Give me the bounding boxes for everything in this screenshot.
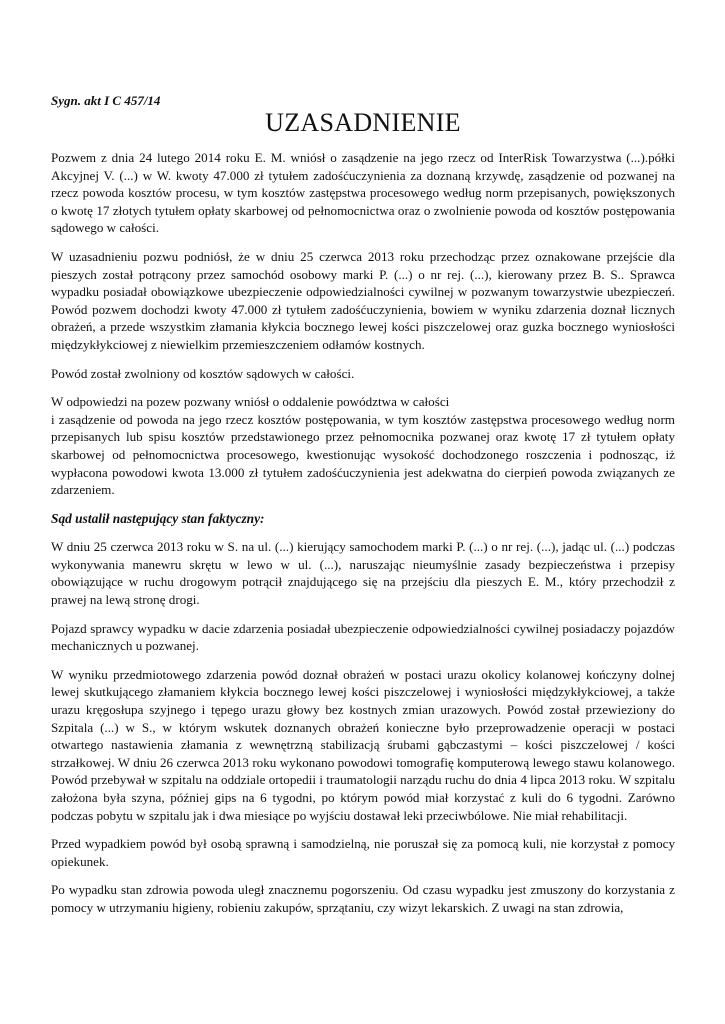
paragraph-insurance: Pojazd sprawcy wypadku w dacie zdarzenia posiadał ubezpieczenie odpowiedzialności cywilnej posiadaczy pojazdów mechanicznych u pozwanej. [51, 620, 675, 654]
paragraph-cost-exemption: Powód został zwolniony od kosztów sądowych w całości. [51, 365, 355, 381]
document-body [51, 149, 675, 928]
paragraph-after-accident: Po wypadku stan zdrowia powoda uległ znacznemu pogorszeniu. Od czasu wypadku jest zmuszony do korzystania z pomocy w utrzymaniu higieny, robieniu zakupów, sprzątaniu, czy wizyt lekarskich. Z uwagi na stan zdrowia, [51, 882, 675, 915]
section-heading-facts: Sąd ustalił następujący stan faktyczny: [51, 510, 265, 526]
document-title: UZASADNIENIE [265, 108, 461, 137]
paragraph-claim-justification: W uzasadnieniu pozwu podniósł, że w dniu 25 czerwca 2013 roku przechodząc przez oznakowane przejście dla pieszych został potrącony przez samochód osobowy marki P. (...) o nr rej. (...), kierowany przez B. S.. Sprawca wypadku posiadał obowiązkowe ubezpieczenie odpowiedzialności cywilnej w pozwanym towarzystwie ubezpieczeń. Powód pozwem dochodzi kwoty 47.000 zł tytułem zadośćuczynienia, bowiem w wyniku zdarzenia doznał licznych obrażeń, a przede wszystkim złamania kłykcia bocznego lewej kości piszczelowej oraz guzka bocznego wyniosłości międzykłykciowej z niewielkim przemieszczeniem odłamów kostnych. [51, 248, 675, 352]
paragraph-defendant-response [51, 393, 675, 499]
paragraph-injuries: W wyniku przedmiotowego zdarzenia powód doznał obrażeń w postaci urazu okolicy kolanowej kończyny dolnej lewej skutkującego złamaniem kłykcia bocznego lewej kości piszczelowej i wyniosłości międzykłykciowej, a także urazu kręgosłupa szyjnego i tępego urazu głowy bez kostnych zmian urazowych. Powód został przewieziony do Szpitala (...) w S., w którym wskutek doznanych obrażeń konieczne było przeprowadzenie operacji w postaci otwartego nastawienia złamania z wewnętrzną stabilizacją śrubami gąbczastymi – kości piszczelowej / kości strzałkowej. W dniu 26 czerwca 2013 roku wykonano powodowi tomografię komputerową lewego stawu kolanowego. Powód przebywał w szpitalu na oddziale ortopedii i traumatologii narządu ruchu do dnia 4 lipca 2013 roku. W szpitalu założona była szyna, później gips na 6 tygodni, po którym powód miał korzystać z kuli do 6 tygodni. Zarówno podczas pobytu w szpitalu jak i dwa miesiące po wyjściu dostawał leki przeciwbólowe. Nie miał rehabilitacji. [51, 666, 675, 823]
paragraph-before-accident: Przed wypadkiem powód był osobą sprawną i samodzielną, nie poruszał się za pomocą kuli, nie korzystał z pomocy opiekunek. [51, 836, 675, 869]
paragraph-defendant-response-text: W odpowiedzi na pozew pozwany wniósł o oddalenie powództwa w całości i zasądzenie od powoda na jego rzecz kosztów postępowania, w tym kosztów zastępstwa procesowego według norm przepisanych lub spisu kosztów przedstawionego przez pełnomocnika pozwanej oraz kwotę 17 zł tytułem opłaty skarbowej od pełnomocnictwa procesowego, kwestionując wysokość dochodzonego roszczenia i podnosząc, iż wypłacona powodowi kwota 13.000 zł tytułem zadośćuczynienia jest adekwatna do cierpień powoda związanych ze zdarzeniem. [51, 394, 675, 498]
case-signature: Sygn. akt I C 457/14 [51, 93, 161, 108]
paragraph-accident-facts: W dniu 25 czerwca 2013 roku w S. na ul. (...) kierujący samochodem marki P. (...) o nr rej. (...), jadąc ul. (...) podczas wykonywania manewru skrętu w lewo w ul. (...), naruszając nieumyślnie zasady bezpieczeństwa i przepisy obowiązujące w ruchu drogowym potrącił znajdującego się na przejściu dla pieszych E. M., który przechodził z prawej na lewą stronę drogi. [51, 539, 675, 608]
paragraph-claim: Pozwem z dnia 24 lutego 2014 roku E. M. wniósł o zasądzenie na jego rzecz od InterRisk Towarzystwa (...).półki Akcyjnej V. (...) w W. kwoty 47.000 zł tytułem zadośćuczynienia za doznaną krzywdę, zasądzenie od pozwanej na rzecz powoda kosztów procesu, w tym kosztów zastępstwa procesowego według norm przepisanych, powiększonych o kwotę 17 złotych tytułem opłaty skarbowej od pełnomocnictwa oraz o zwolnienie powoda od kosztów postępowania sądowego w całości. [51, 150, 675, 236]
